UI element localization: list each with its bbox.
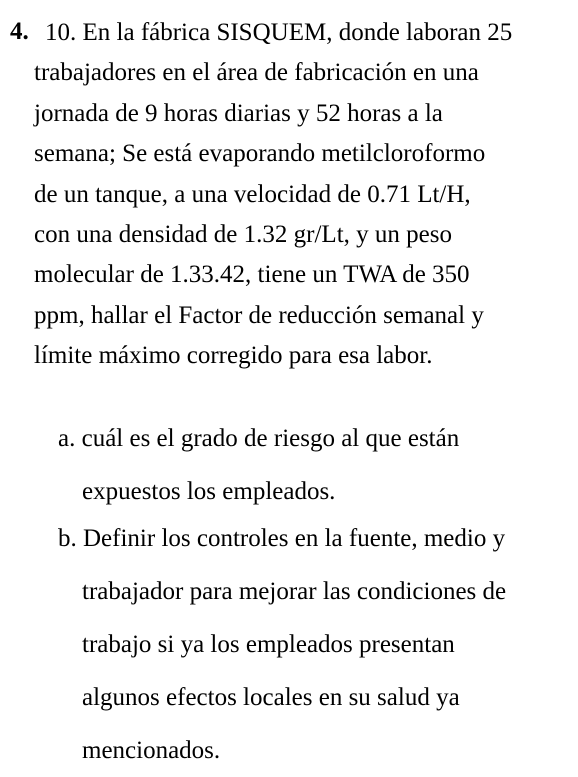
list-item-line: algunos efectos locales en su salud ya [82,684,460,711]
question-line: límite máximo corregido para esa labor. [34,342,433,370]
list-item-line: trabajo si ya los empleados presentan [82,631,455,658]
question-line: semana; Se está evaporando metilcloroformo [34,140,486,168]
list-item-b [58,512,506,777]
list-item-a [58,412,459,518]
question-line: jornada de 9 horas diarias y 52 horas a la [34,99,443,127]
list-item-line: a. cuál es el grado de riesgo al que están [58,425,460,452]
list-item-line: trabajador para mejorar las condiciones de [82,578,507,605]
question-line: de un tanque, a una velocidad de 0.71 Lt/H, [34,180,471,208]
list-item-line: expuestos los empleados. [82,478,336,505]
question-text [34,13,574,377]
question-line: trabajadores en el área de fabricación en una [34,59,479,87]
question-line: 10. En la fábrica SISQUEM, donde laboran 25 [45,19,513,46]
question-number: 4. [10,18,29,45]
list-item-line: mencionados. [82,737,221,764]
question-line: molecular de 1.33.42, tiene un TWA de 350 [34,261,470,289]
question-line: con una densidad de 1.32 gr/Lt, y un peso [34,221,452,249]
question-line: ppm, hallar el Factor de reducción semanal y [34,301,484,329]
list-item-line: b. Definir los controles en la fuente, medio y [58,525,506,552]
